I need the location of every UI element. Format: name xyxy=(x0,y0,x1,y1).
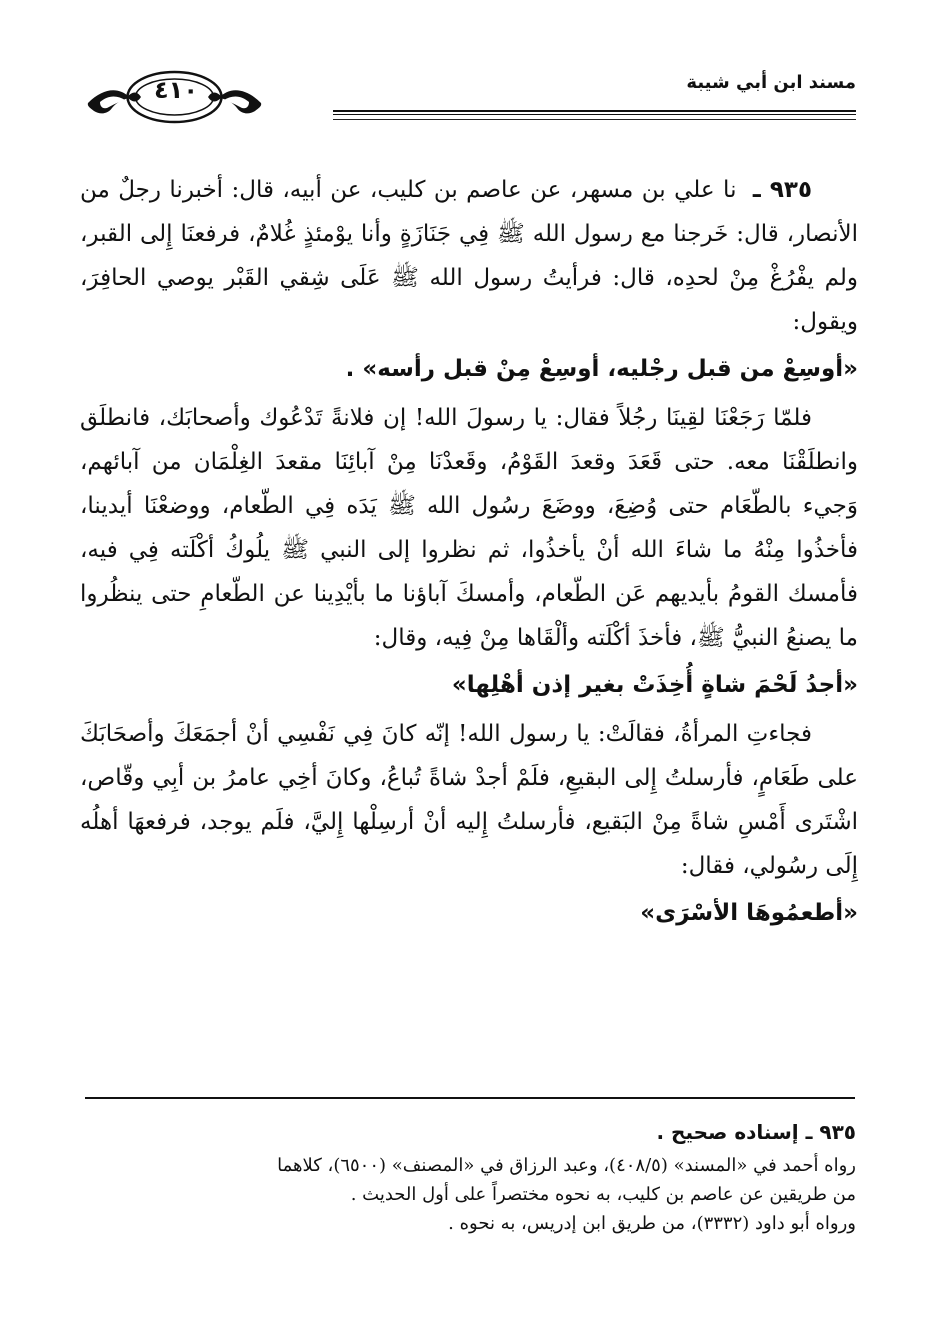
hadith-paragraph-3: فجاءتِ المرأةُ، فقالَتْ: يا رسول الله! إنّه كانَ فِي نَفْسِي أنْ أجمَعَكَ وأصحَابَكَ على طَعَامٍ، فأرسلتُ إِلى البقيعِ، فلَمْ أجدْ شاةً تُباعُ، وكانَ أخِي عامرُ بن أبِي وقّاص، اشْتَرى أَمْسِ شاةً مِنْ البَقيع، فأرسلتُ إِليه أنْ أرسِلْها إِليَّ، فلَم يوجد، فرفعهَا أهلُه إِلَى رسُولي، فقال: xyxy=(80,721,858,879)
footnote-line-1: رواه أحمد في «المسند» (٤٠٨/٥)، وعبد الرزاق في «المصنف» (٦٥٠٠)، كلاهما xyxy=(277,1155,856,1176)
hadith-paragraph-1 xyxy=(80,168,858,344)
prophetic-quote-1: «أوسِعْ من قبل رجْليه، أوسِعْ مِنْ قبل رأسه» . xyxy=(345,356,858,382)
page-header xyxy=(82,60,856,132)
header-rule-thick xyxy=(333,110,856,115)
prophetic-quote-2: «أجدُ لَحْمَ شاةٍ أُخِذَتْ بغير إذن أهْلِها» xyxy=(451,672,858,698)
hadith-number: ٩٣٥ ـ xyxy=(752,177,812,203)
footnote-line-3: ورواه أبو داود (٣٣٣٢)، من طريق ابن إدريس، به نحوه . xyxy=(448,1213,856,1234)
footnote-heading: ٩٣٥ ـ إسناده صحيح . xyxy=(656,1120,856,1144)
footnote-line-2: من طريقين عن عاصم بن كليب، به نحوه مختصراً على أول الحديث . xyxy=(350,1184,856,1205)
prophetic-quote-3: «أطعمُوهَا الأسْرَى» xyxy=(640,900,858,926)
hadith-text-1: نا علي بن مسهر، عن عاصم بن كليب، عن أبيه، قال: أخبرنا رجلٌ من الأنصار، قال: خَرجنا مع رسول الله ﷺ فِي جَنَازَةٍ وأنا يوْمئذٍ غُلامٌ، فرفعنَا إِلى القبر، ولم يفْرُغْ مِنْ لحدِه، قال: فرأيتُ رسول الله ﷺ عَلَى شِقي القَبْر يوصي الحافِرَ، ويقول: xyxy=(80,177,858,335)
running-book-title: مسند ابن أبي شيبة xyxy=(686,72,856,93)
footnote-divider xyxy=(85,1097,855,1099)
main-text xyxy=(80,168,858,1060)
hadith-paragraph-2: فلمّا رَجَعْنَا لقِينَا رجُلاً فقال: يا رسولَ الله! إن فلانةً تَدْعُوك وأصحابَك، فانطلَق وانطلَقْنَا معه. حتى قَعَدَ وقعدَ القَوْمُ، وقَعدْنَا مِنْ آبائِنَا مقعدَ الغِلْمَان من آبائهم، وَجيء بالطّعَام حتى وُضِعَ، ووضَعَ رسُول الله ﷺ يَدَه فِي الطّعام، ووضعْنَا أيدينا، فأخذُوا مِنْهُ ما شاءَ الله أنْ يأخذُوا، ثم نظروا إلى النبي ﷺ يلُوكُ أكْلَته فِي فيه، فأمسك القومُ بأيديهم عَن الطّعام، وأمسكَ آباؤنا ما بأيْدِينا عن الطّعامِ حتى ينظُروا ما يصنعُ النبيُّ ﷺ، فأخذَ أكْلَته وألْقَاها مِنْ فِيه، وقال: xyxy=(80,405,858,651)
page-number: ٤١٠ xyxy=(154,76,198,104)
header-rule-thin xyxy=(333,119,856,120)
footnotes xyxy=(82,1118,856,1238)
